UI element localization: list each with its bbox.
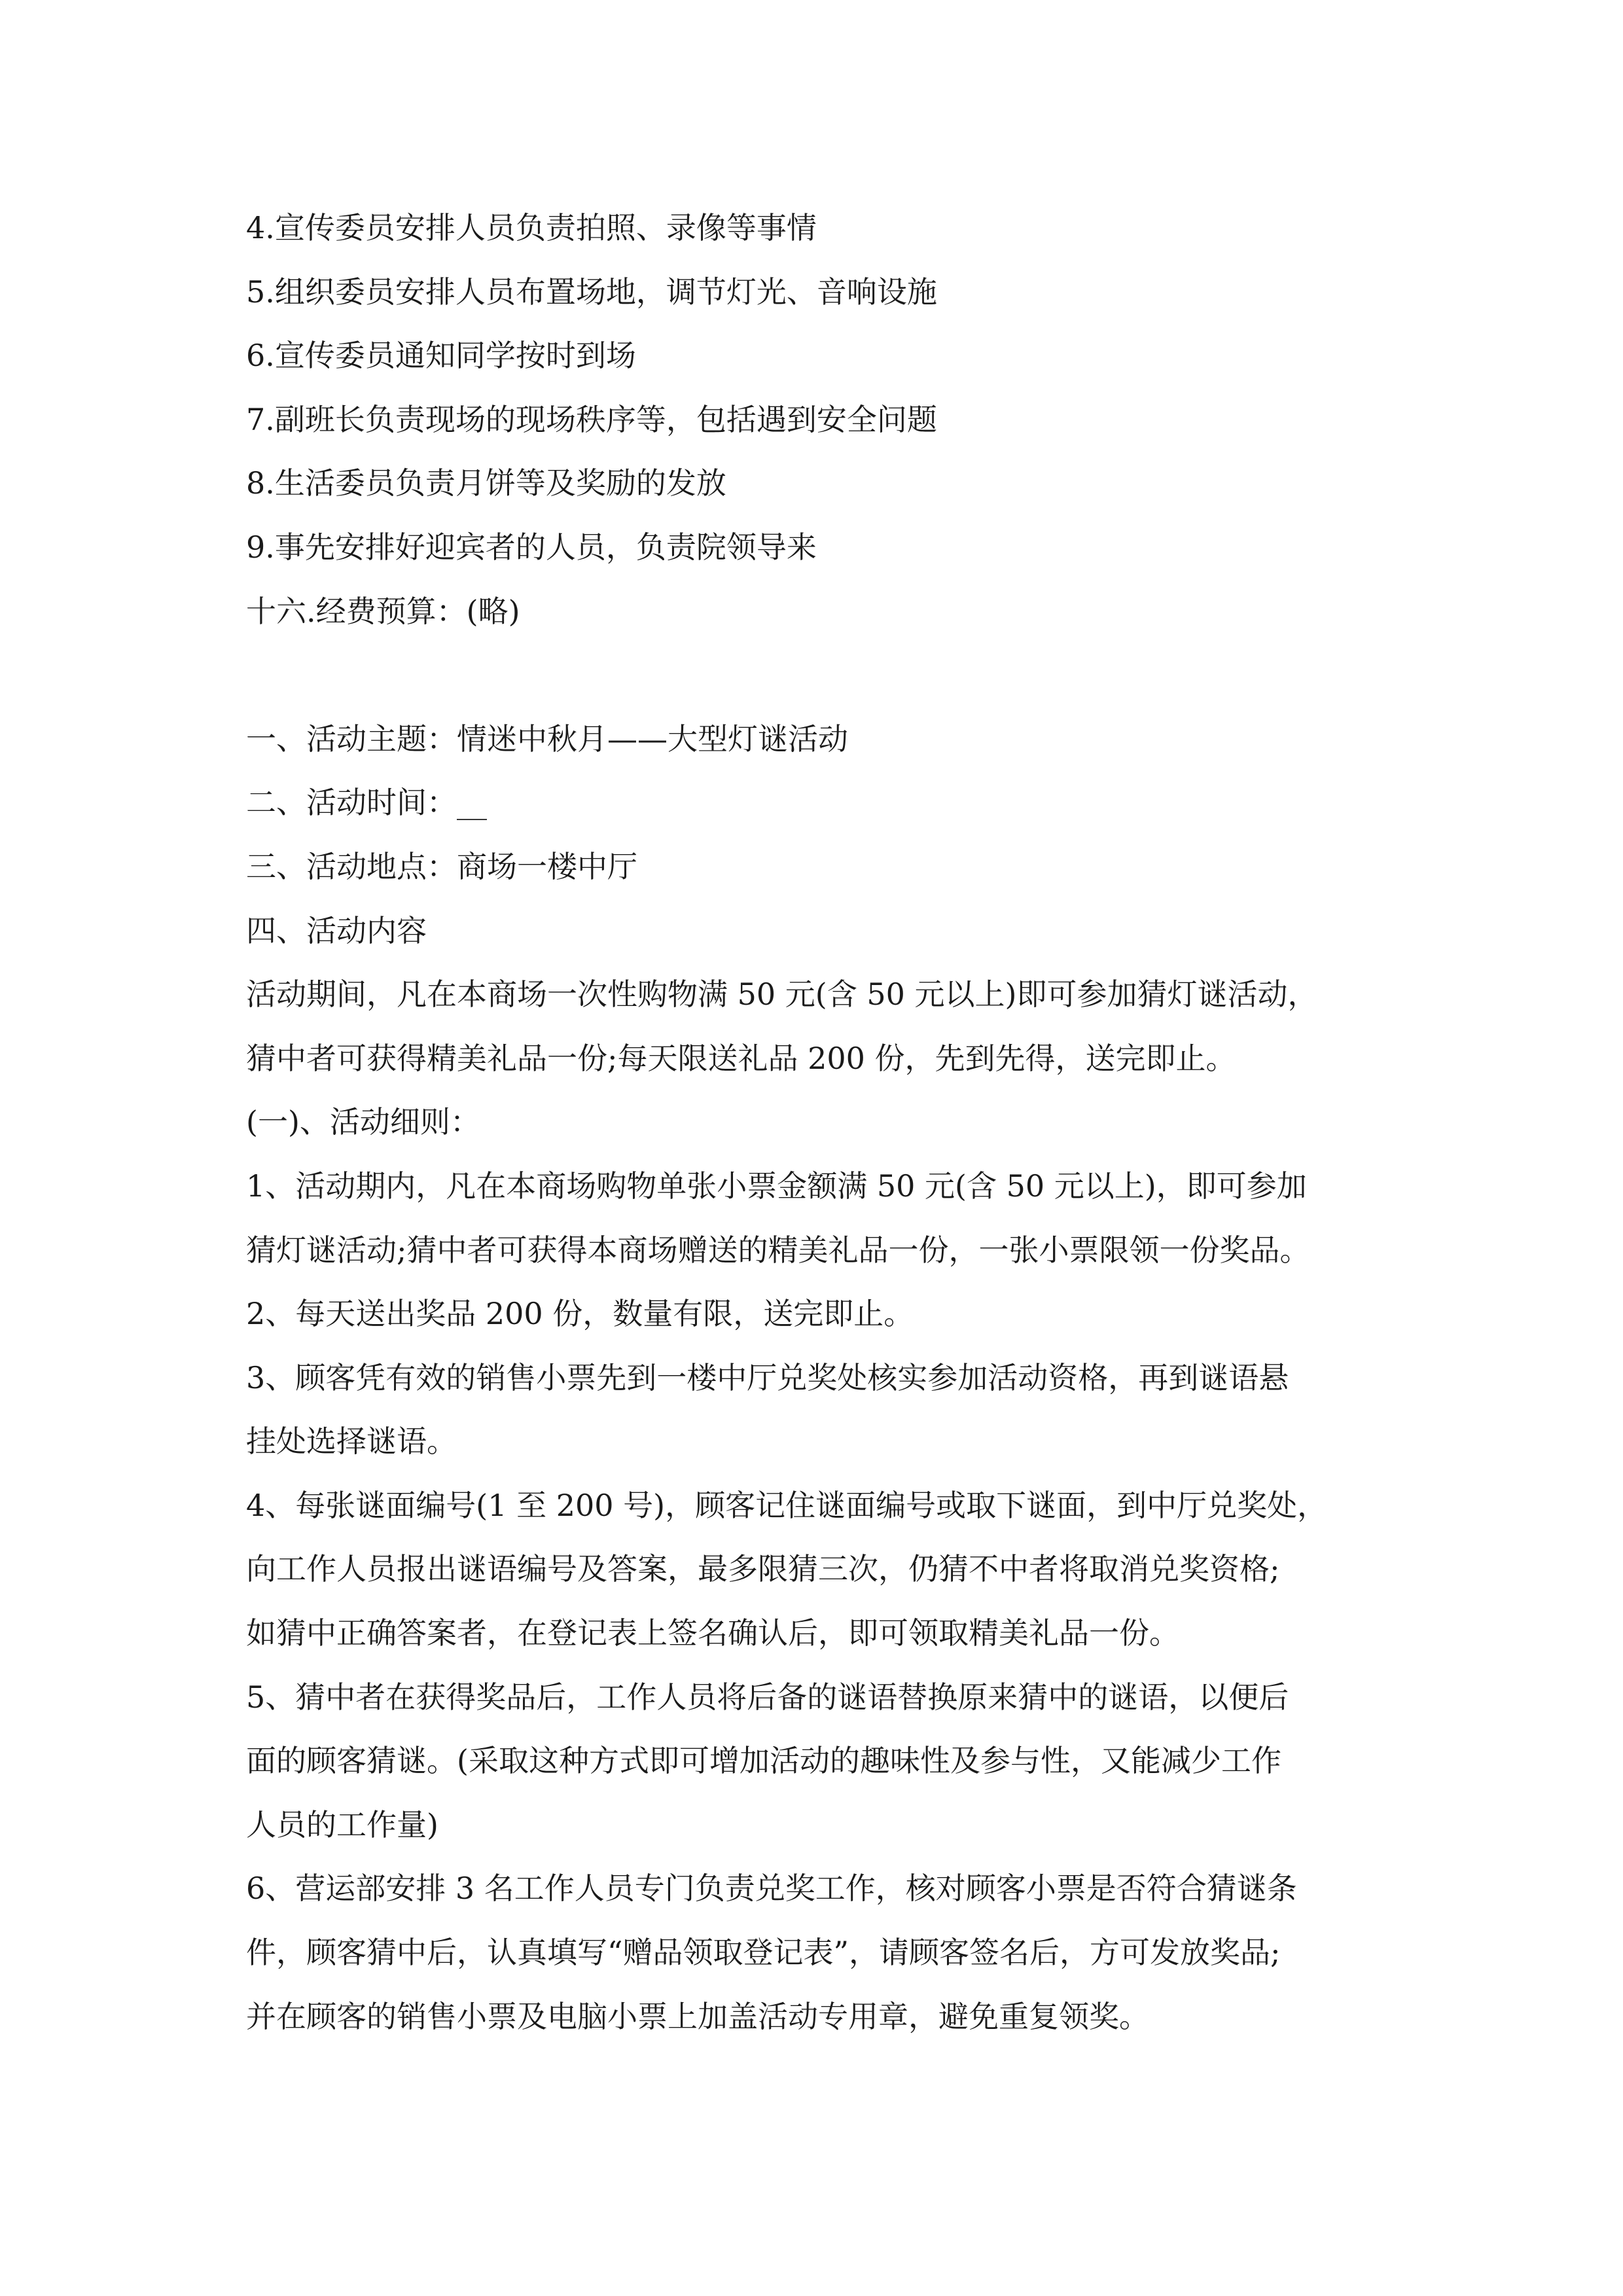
rules-line: 猜灯谜活动;猜中者可获得本商场赠送的精美礼品一份，一张小票限领一份奖品。 [246,1232,1310,1268]
rules-heading: (一)、活动细则： [246,1104,480,1140]
rules-line: 6、营运部安排 3 名工作人员专门负责兑奖工作，核对顾客小票是否符合猜谜条 [246,1871,1297,1907]
activity-content-line: 猜中者可获得精美礼品一份;每天限送礼品 200 份，先到先得，送完即止。 [246,1040,1236,1076]
rules-line: 向工作人员报出谜语编号及答案，最多限猜三次，仍猜不中者将取消兑奖资格; [246,1551,1280,1587]
activity-place: 三、活动地点：商场一楼中厅 [246,848,637,884]
activity-content-line: 活动期间，凡在本商场一次性购物满 50 元(含 50 元以上)即可参加猜灯谜活动， [246,977,1318,1013]
section-gap [246,643,1398,708]
rules-line: 件，顾客猜中后，认真填写“赠品领取登记表”，请顾客签名后，方可发放奖品; [246,1935,1281,1971]
document-body [246,196,1398,2049]
task-item-9: 9.事先安排好迎宾者的人员，负责院领导来 [246,529,817,565]
rules-line: 1、活动期内，凡在本商场购物单张小票金额满 50 元(含 50 元以上)，即可参加 [246,1168,1307,1204]
task-item-5: 5.组织委员安排人员布置场地，调节灯光、音响设施 [246,274,937,310]
rules-line: 如猜中正确答案者，在登记表上签名确认后，即可领取精美礼品一份。 [246,1615,1179,1651]
task-item-7: 7.副班长负责现场的现场秩序等，包括遇到安全问题 [246,401,937,437]
activity-theme: 一、活动主题：情迷中秋月——大型灯谜活动 [246,721,848,757]
task-item-4: 4.宣传委员安排人员负责拍照、录像等事情 [246,210,817,245]
rules-line: 并在顾客的销售小票及电脑小票上加盖活动专用章，避免重复领奖。 [246,1998,1149,2034]
rules-line: 挂处选择谜语。 [246,1424,457,1460]
activity-time: 二、活动时间：__ [246,785,487,821]
rules-line: 3、顾客凭有效的销售小票先到一楼中厅兑奖处核实参加活动资格，再到谜语悬 [246,1359,1289,1395]
budget-line: 十六.经费预算：(略) [246,593,520,629]
rules-line: 面的顾客猜谜。(采取这种方式即可增加活动的趣味性及参与性，又能减少工作 [246,1743,1281,1779]
rules-line: 2、每天送出奖品 200 份，数量有限，送完即止。 [246,1296,914,1332]
rules-line: 5、猜中者在获得奖品后，工作人员将后备的谜语替换原来猜中的谜语，以便后 [246,1679,1289,1715]
task-item-6: 6.宣传委员通知同学按时到场 [246,338,636,374]
task-item-8: 8.生活委员负责月饼等及奖励的发放 [246,465,726,501]
activity-content-heading: 四、活动内容 [246,912,427,948]
rules-line: 人员的工作量) [246,1806,438,1842]
rules-line: 4、每张谜面编号(1 至 200 号)，顾客记住谜面编号或取下谜面，到中厅兑奖处， [246,1487,1328,1523]
